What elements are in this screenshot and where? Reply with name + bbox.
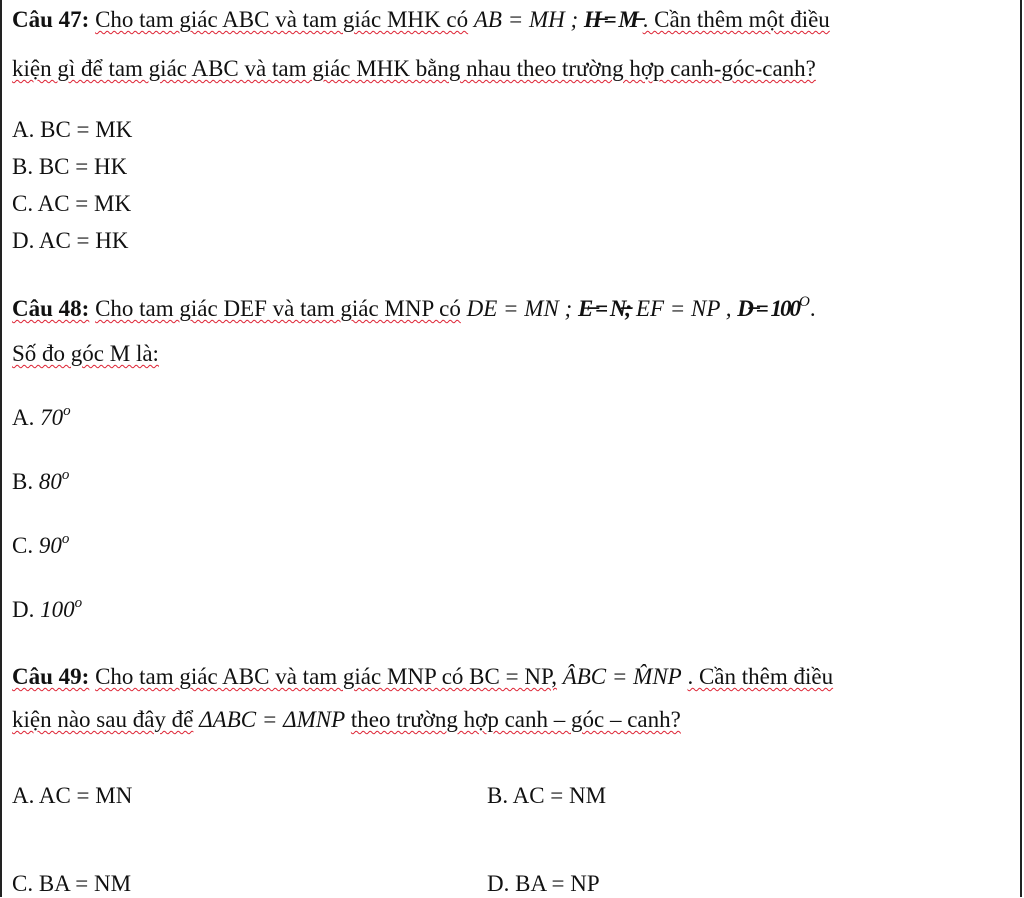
- option-letter: D.: [12, 228, 35, 253]
- q49-line2b: theo trường hợp canh – góc – canh?: [350, 707, 681, 732]
- q48-option-b[interactable]: [12, 468, 69, 496]
- option-text: BC = MK: [40, 117, 133, 142]
- q47-line1: [12, 6, 830, 34]
- q47-option-d[interactable]: [12, 227, 129, 255]
- q48-option-d[interactable]: [12, 596, 82, 624]
- q48-label: Câu 48:: [12, 296, 90, 321]
- q49-label: Câu 49:: [12, 664, 90, 689]
- option-letter: C.: [12, 533, 34, 558]
- q49-option-a[interactable]: [12, 782, 132, 810]
- option-value: 100: [40, 597, 75, 622]
- option-value: 70: [40, 405, 64, 430]
- q48-line2: [12, 340, 159, 368]
- degree-sign: o: [74, 595, 83, 611]
- q48-glitch1: E̶ = N̶;: [577, 296, 631, 321]
- q48-line1: [12, 295, 816, 323]
- degree-sign: o: [63, 403, 71, 419]
- q47-option-a[interactable]: [12, 116, 132, 144]
- q49-math2: ΔABC = ΔMNP: [199, 707, 346, 732]
- q47-line2: [12, 55, 816, 83]
- q48-text1: Cho tam giác DEF và tam giác MNP có: [95, 296, 461, 321]
- option-letter: B.: [12, 469, 34, 494]
- q49-math1: ÂBC = M̂NP: [562, 664, 682, 689]
- q47-option-b[interactable]: [12, 153, 127, 181]
- q49-text2: . Cần thêm điều: [687, 664, 834, 689]
- q47-line2-text: kiện gì để tam giác ABC và tam giác MHK bằng nhau theo trường hợp canh-góc-canh?: [12, 56, 816, 81]
- q47-math1: AB = MH ;: [473, 7, 579, 32]
- q47-text2: . Cần thêm một điều: [642, 7, 830, 32]
- q48-glitch2: D̶ = 100: [737, 296, 799, 321]
- q49-option-c[interactable]: [12, 870, 131, 898]
- q49-line2a: kiện nào sau đây để: [12, 707, 194, 732]
- option-letter: B.: [12, 154, 34, 179]
- option-value: 80: [38, 469, 62, 494]
- q49-option-b[interactable]: [487, 782, 606, 810]
- q48-line2-text: Số đo góc M là:: [12, 341, 159, 366]
- q49-line2: [12, 706, 681, 734]
- option-letter: C.: [12, 191, 34, 216]
- option-letter: A.: [12, 783, 35, 808]
- degree-sign: o: [61, 467, 70, 483]
- option-text: AC = MK: [37, 191, 132, 216]
- option-letter: D.: [12, 597, 35, 622]
- option-letter: A.: [12, 117, 35, 142]
- option-letter: C.: [12, 871, 34, 896]
- option-letter: B.: [487, 783, 509, 808]
- q47-glitch1: H̶ = M̶: [583, 7, 637, 32]
- q48-degree: O: [799, 294, 810, 310]
- option-text: AC = NM: [512, 783, 607, 808]
- option-value: 90: [38, 533, 62, 558]
- option-letter: D.: [487, 871, 510, 896]
- q47-option-c[interactable]: [12, 190, 131, 218]
- option-text: BC = HK: [38, 154, 128, 179]
- option-text: BA = NP: [515, 871, 600, 896]
- q49-option-d[interactable]: [487, 870, 600, 898]
- q48-math2: EF = NP ,: [635, 296, 732, 321]
- q48-option-c[interactable]: [12, 532, 69, 560]
- q48-math1: DE = MN ;: [466, 296, 573, 321]
- q48-period: .: [809, 296, 816, 321]
- option-text: BA = NM: [38, 871, 132, 896]
- option-text: AC = HK: [38, 228, 129, 253]
- q47-label: Câu 47:: [12, 7, 90, 32]
- q48-option-a[interactable]: [12, 404, 71, 432]
- q47-text1: Cho tam giác ABC và tam giác MHK có: [95, 7, 469, 32]
- q49-line1: [12, 663, 833, 691]
- q49-text1: Cho tam giác ABC và tam giác MNP có BC = NP,: [95, 664, 557, 689]
- option-letter: A.: [12, 405, 35, 430]
- option-text: AC = MN: [38, 783, 133, 808]
- degree-sign: o: [61, 531, 70, 547]
